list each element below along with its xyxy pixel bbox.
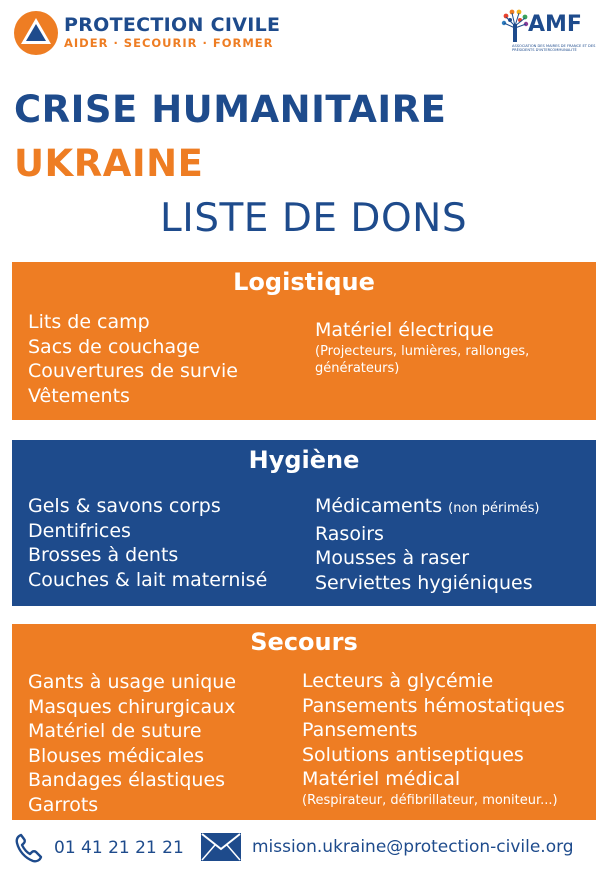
list-item: Mousses à raser xyxy=(315,547,470,569)
list-item: Pansements hémostatiques xyxy=(302,694,565,717)
logistique-left-list xyxy=(28,310,238,408)
list-item-note: (Respirateur, défibrillateur, moniteur...) xyxy=(302,792,558,808)
list-item: Masques chirurgicaux xyxy=(28,695,236,718)
hygiene-right-list xyxy=(315,494,540,595)
section-heading: Secours xyxy=(250,628,358,656)
secours-right-list xyxy=(302,669,565,809)
section-hygiene xyxy=(12,440,596,606)
list-item: Sacs de couchage xyxy=(28,335,200,358)
email-address[interactable]: mission.ukraine@protection-civile.org xyxy=(252,837,574,857)
list-item: Blouses médicales xyxy=(28,744,205,767)
list-item-note: (non périmés) xyxy=(448,501,540,516)
org-name: PROTECTION CIVILE xyxy=(64,14,281,36)
amf-fine-print: ASSOCIATION DES MAIRES DE FRANCE ET DES PRÉSIDENTS D'INTERCOMMUNALITÉ xyxy=(512,44,596,53)
phone-number[interactable]: 01 41 21 21 21 xyxy=(54,838,184,858)
list-item: Brosses à dents xyxy=(28,544,179,566)
list-item: Matériel médical xyxy=(302,768,461,790)
list-item: Couvertures de survie xyxy=(28,360,238,382)
mail-icon xyxy=(200,832,242,862)
section-heading: Hygiène xyxy=(248,446,360,474)
list-item: Bandages élastiques xyxy=(28,769,226,791)
list-item: Dentifrices xyxy=(28,519,131,542)
list-item: Solutions antiseptiques xyxy=(302,743,524,766)
list-item: Serviettes hygiéniques xyxy=(315,571,533,594)
protection-civile-logo xyxy=(12,10,60,56)
list-item: Couches & lait maternisé xyxy=(28,568,268,591)
section-heading: Logistique xyxy=(233,268,375,296)
list-item-note: (Projecteurs, lumières, rallonges, générateurs) xyxy=(315,343,530,376)
list-item: Lecteurs à glycémie xyxy=(302,670,494,692)
list-item-label: Médicaments xyxy=(315,495,443,517)
hygiene-left-list xyxy=(28,494,267,592)
list-item: Matériel de suture xyxy=(28,720,202,742)
list-item: Rasoirs xyxy=(315,522,384,545)
list-item: Lits de camp xyxy=(28,311,150,333)
secours-left-list xyxy=(28,670,236,817)
section-secours xyxy=(12,624,596,820)
phone-icon xyxy=(14,832,44,864)
title-line-3: LISTE DE DONS xyxy=(160,196,468,241)
list-item: Garrots xyxy=(28,793,99,816)
logistique-right-list xyxy=(315,318,585,377)
list-item: Vêtements xyxy=(28,384,130,407)
list-item: Pansements xyxy=(302,719,418,741)
list-item: Gants à usage unique xyxy=(28,671,237,693)
amf-tree-icon xyxy=(500,8,530,44)
list-item: Gels & savons corps xyxy=(28,495,221,517)
amf-logo: AMF xyxy=(528,12,582,37)
org-tagline: AIDER · SECOURIR · FORMER xyxy=(64,36,274,50)
list-item: Matériel électrique xyxy=(315,319,494,341)
section-logistique xyxy=(12,262,596,420)
title-line-2: UKRAINE xyxy=(14,142,204,185)
title-line-1: CRISE HUMANITAIRE xyxy=(14,88,447,131)
list-item xyxy=(315,494,540,522)
